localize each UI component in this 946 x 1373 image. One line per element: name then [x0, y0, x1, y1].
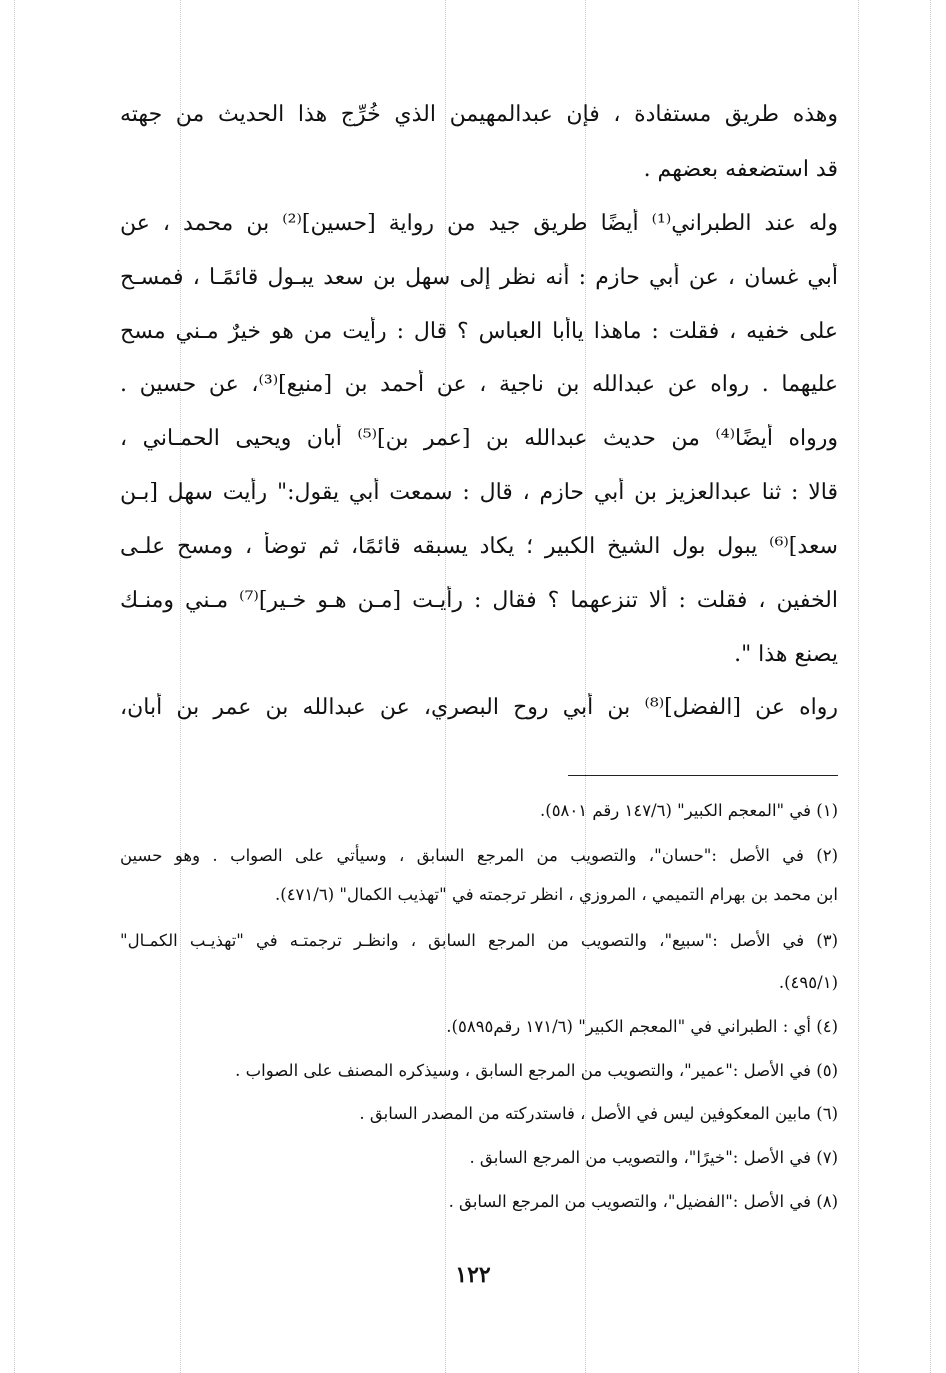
footnote-separator — [568, 775, 838, 776]
footnote-line: (١) في "المعجم الكبير" (١٤٧/٦ رقم ٥٨٠١). — [540, 801, 838, 820]
footnote-line: (٨) في الأصل :"الفضيل"، والتصويب من المرجع السابق . — [448, 1192, 838, 1211]
body-line: أبي غسان ، عن أبي حازم : أنه نظر إلى سهل بن سعد يبـول قائمًـا ، فمسـح — [120, 265, 838, 290]
footnote-line: (٤٩٥/١). — [778, 973, 838, 992]
body-line: وهذه طريق مستفادة ، فإن عبدالمهيمن الذي خُرِّج هذا الحديث من جهته — [120, 102, 838, 127]
footnote-line: (٤) أي : الطبراني في "المعجم الكبير" (١٧١/٦ رقم٥٨٩٥). — [446, 1017, 838, 1036]
body-line: رواه عن [الفضل]⁽⁸⁾ بن أبي روح البصري، عن عبدالله بن عمر بن أبان، — [120, 695, 838, 720]
footnote-line: ابن محمد بن بهرام التميمي ، المروزي ، انظر ترجمته في "تهذيب الكمال" (٤٧١/٦). — [275, 885, 838, 904]
footnote-line: (٦) مابين المعكوفين ليس في الأصل ، فاستدركته من المصدر السابق . — [359, 1104, 838, 1123]
body-line: وله عند الطبراني⁽¹⁾ أيضًا طريق جيد من رواية [حسين]⁽²⁾ بن محمد ، عن — [120, 211, 838, 236]
body-line: ورواه أيضًا⁽⁴⁾ من حديث عبدالله بن [عمر بن]⁽⁵⁾ أبان ويحيى الحمـاني ، — [120, 426, 838, 451]
body-line: قد استضعفه بعضهم . — [643, 157, 838, 182]
scan-dotted-edge — [930, 0, 931, 1373]
page-number: ١٢٢ — [455, 1262, 491, 1288]
scan-dotted-edge — [858, 0, 859, 1373]
body-line: على خفيه ، فقلت : ماهذا ياأبا العباس ؟ قال : رأيت من هو خيرٌ مـني مسح — [120, 319, 838, 344]
body-line: عليهما . رواه عن عبدالله بن ناجية ، عن أحمد بن [منيع]⁽³⁾، عن حسين . — [120, 372, 838, 397]
body-line: قالا : ثنا عبدالعزيز بن أبي حازم ، قال : سمعت أبي يقول:" رأيت سهل [بـن — [120, 480, 838, 505]
body-line: سعد]⁽⁶⁾ يبول بول الشيخ الكبير ؛ يكاد يسبقه قائمًا، ثم توضأ ، ومسح علـى — [120, 534, 838, 559]
footnote-line: (٥) في الأصل :"عمير"، والتصويب من المرجع السابق ، وسيذكره المصنف على الصواب . — [235, 1061, 838, 1080]
body-line: يصنع هذا ". — [734, 642, 838, 667]
footnote-line: (٢) في الأصل :"حسان"، والتصويب من المرجع السابق ، وسيأتي على الصواب . وهو حسين — [120, 846, 838, 865]
footnote-line: (٣) في الأصل :"سبيع"، والتصويب من المرجع السابق ، وانظـر ترجمتـه في "تهذيـب الكمـال" — [120, 931, 838, 950]
body-line: الخفين ، فقلت : ألا تنزعهما ؟ فقال : رأيـت [مـن هـو خـير]⁽⁷⁾ مـني ومنـك — [120, 588, 838, 613]
scan-dotted-edge — [14, 0, 15, 1373]
footnote-line: (٧) في الأصل :"خيرًا"، والتصويب من المرجع السابق . — [469, 1148, 838, 1167]
